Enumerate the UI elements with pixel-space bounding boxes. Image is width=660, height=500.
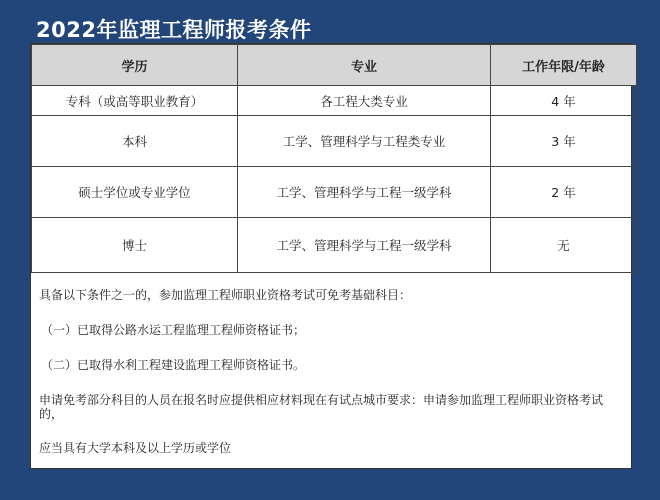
cell-education: 本科: [32, 116, 238, 167]
note-application: 申请免考部分科目的人员在报名时应提供相应材料现在有试点城市要求：申请参加监理工程师职业资格考试的，: [39, 393, 604, 421]
cell-years: 2 年: [491, 167, 637, 218]
table-row: [32, 167, 637, 218]
cell-major: 工学、管理科学与工程一级学科: [238, 167, 491, 218]
note-item-2: （二）已取得水利工程建设监理工程师资格证书。: [41, 358, 306, 372]
cell-education: 专科（或高等职业教育）: [32, 86, 238, 116]
cell-years: 3 年: [491, 116, 637, 167]
exemption-notes: [31, 273, 631, 455]
conditions-card: [30, 43, 632, 469]
header-major: 专业: [238, 45, 491, 86]
page-title: 2022年监理工程师报考条件: [36, 18, 312, 42]
cell-major: 工学、管理科学与工程一级学科: [238, 218, 491, 273]
cell-major: 各工程大类专业: [238, 86, 491, 116]
note-intro: 具备以下条件之一的，参加监理工程师职业资格考试可免考基础科目：: [39, 288, 412, 302]
table-row: [32, 218, 637, 273]
cell-major: 工学、管理科学与工程类专业: [238, 116, 491, 167]
cell-education: 博士: [32, 218, 238, 273]
table-row: [32, 86, 637, 116]
cell-years: 无: [491, 218, 637, 273]
note-item-1: （一）已取得公路水运工程监理工程师资格证书；: [41, 323, 306, 337]
table-row: [32, 116, 637, 167]
note-degree-requirement: 应当具有大学本科及以上学历或学位: [39, 441, 232, 455]
cell-education: 硕士学位或专业学位: [32, 167, 238, 218]
requirements-table: [31, 44, 637, 273]
header-work-years: 工作年限/年龄: [491, 45, 637, 86]
table-header-row: [32, 45, 637, 86]
cell-years: 4 年: [491, 86, 637, 116]
header-education: 学历: [32, 45, 238, 86]
